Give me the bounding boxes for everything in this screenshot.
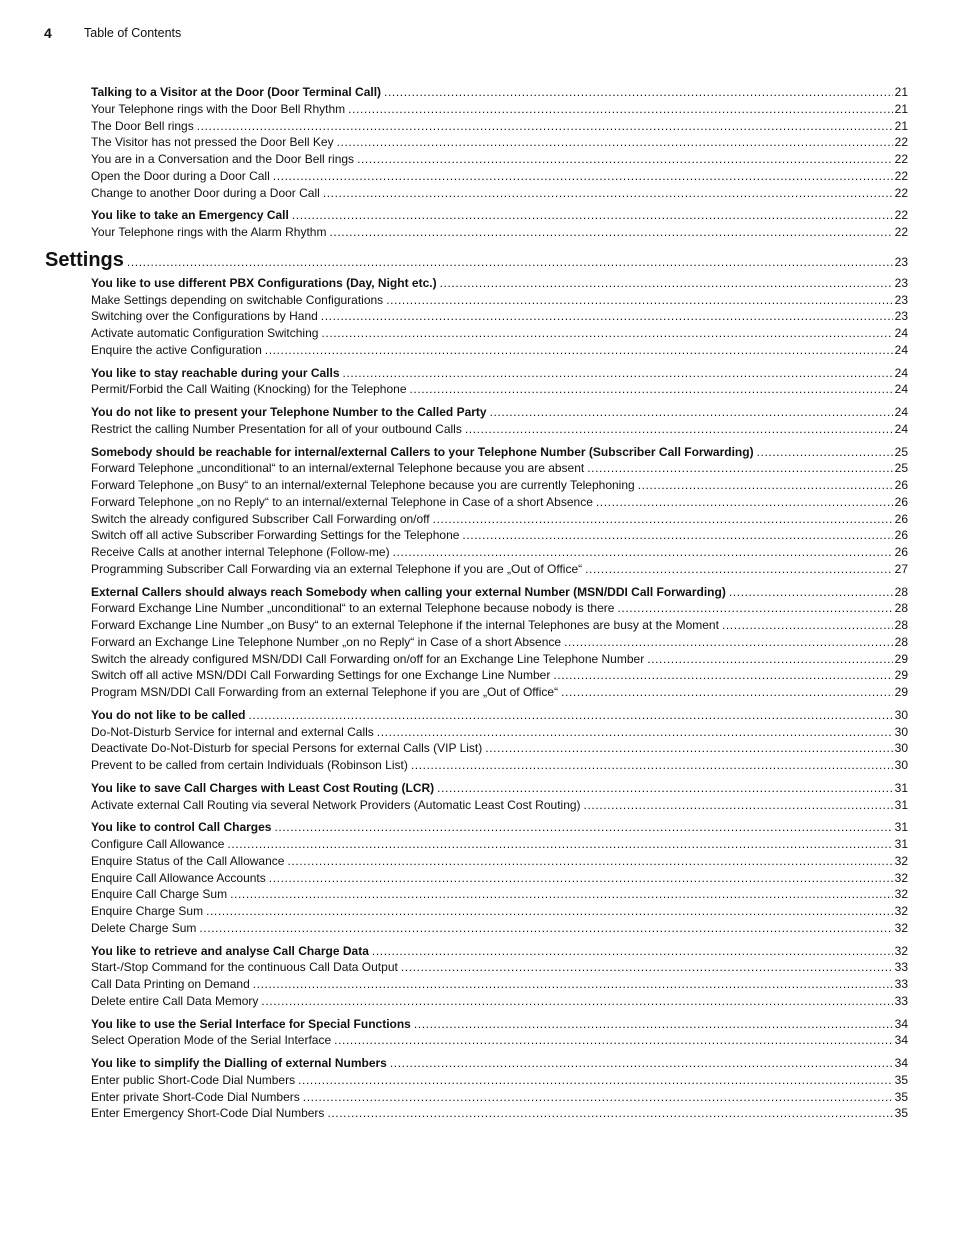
toc-heading[interactable] (91, 207, 908, 224)
toc-entry-title: Enter public Short-Code Dial Numbers (91, 1072, 296, 1087)
dot-leader (321, 308, 893, 325)
toc-entry-page: 34 (894, 1056, 908, 1070)
dot-leader (490, 404, 893, 421)
dot-leader (596, 494, 893, 511)
dot-leader (337, 134, 893, 151)
dot-leader (465, 421, 893, 438)
toc-entry[interactable] (91, 544, 908, 561)
toc-entry-title: Configure Call Allowance (91, 837, 225, 851)
toc-entry-title: Deactivate Do-Not-Disturb for special Persons for external Calls (VIP List) (91, 741, 483, 756)
toc-entry[interactable] (91, 561, 908, 578)
toc-entry-title: Settings (45, 248, 124, 271)
toc-entry-title: Your Telephone rings with the Alarm Rhythm (91, 225, 327, 239)
dot-leader (206, 903, 893, 920)
toc-entry-page: 22 (894, 225, 908, 239)
dot-leader (386, 292, 892, 309)
toc-entry[interactable] (91, 870, 908, 887)
dot-leader (323, 185, 893, 202)
toc-entry[interactable] (91, 651, 908, 668)
toc-entry-page: 24 (894, 382, 908, 397)
toc-entry-title: Program MSN/DDI Call Forwarding from an external Telephone if you are „Out of Office“ (91, 685, 559, 699)
toc-entry-title: Switch off all active Subscriber Forwarding Settings for the Telephone (91, 528, 460, 543)
toc-heading[interactable] (91, 943, 908, 960)
dot-leader (638, 477, 893, 494)
toc-entry[interactable] (91, 836, 908, 853)
toc-entry-page: 30 (894, 724, 908, 739)
toc-entry[interactable] (91, 185, 908, 202)
dot-leader (321, 325, 892, 342)
dot-leader (269, 870, 893, 887)
toc-entry-title: Delete Charge Sum (91, 920, 197, 935)
toc-entry-page: 27 (894, 561, 908, 576)
toc-entry-title: Do-Not-Disturb Service for internal and external Calls (91, 724, 374, 739)
toc-entry-title: Enter private Short-Code Dial Numbers (91, 1089, 300, 1104)
toc-heading[interactable] (91, 584, 908, 601)
toc-entry-page: 22 (894, 168, 908, 183)
dot-leader (729, 584, 893, 601)
toc-entry[interactable] (91, 667, 908, 684)
toc-entry[interactable] (91, 342, 908, 359)
toc-entry-page: 28 (894, 584, 908, 599)
toc-entry-page: 31 (894, 837, 908, 851)
toc-entry[interactable] (91, 797, 908, 814)
toc-entry-title: Make Settings depending on switchable Configurations (91, 292, 384, 307)
toc-entry-title: You do not like to present your Telephone Number to the Called Party (91, 405, 487, 419)
dot-leader (390, 1055, 893, 1072)
toc-entry[interactable] (91, 325, 908, 342)
toc-entry[interactable] (91, 1072, 908, 1089)
toc-entry[interactable] (91, 1032, 908, 1049)
toc-entry-page: 28 (894, 601, 908, 616)
toc-heading[interactable] (91, 1055, 908, 1072)
toc-entry-page: 24 (894, 421, 908, 436)
dot-leader (414, 1016, 893, 1033)
toc-heading[interactable] (91, 819, 908, 836)
toc-entry-page: 32 (894, 920, 908, 935)
toc-entry-title: You like to take an Emergency Call (91, 208, 289, 223)
toc-entry-page: 28 (894, 618, 908, 632)
toc-entry[interactable] (91, 101, 908, 118)
dot-leader (564, 634, 893, 651)
toc-entry[interactable] (91, 757, 908, 774)
dot-leader (410, 381, 893, 398)
toc-entry-title: Enquire Call Allowance Accounts (91, 870, 266, 885)
toc-entry-page: 23 (894, 275, 908, 290)
toc-entry[interactable] (91, 118, 908, 135)
toc-entry-title: You like to retrieve and analyse Call Charge Data (91, 943, 369, 958)
dot-leader (127, 247, 893, 277)
dot-leader (585, 561, 893, 578)
toc-entry-page: 30 (894, 758, 908, 772)
toc-entry-page: 23 (894, 309, 908, 324)
toc-entry-title: Enquire the active Configuration (91, 342, 262, 357)
toc-entry-page: 26 (894, 545, 908, 559)
toc-entry[interactable] (91, 740, 908, 757)
toc-entry-title: You like to control Call Charges (91, 820, 272, 835)
toc-entry-page: 35 (894, 1106, 908, 1121)
toc-entry-page: 33 (894, 993, 908, 1008)
dot-leader (757, 444, 893, 461)
dot-leader (647, 651, 892, 668)
toc-entry-title: Forward Telephone „on no Reply“ to an internal/external Telephone in Case of a short Absence (91, 494, 593, 509)
dot-leader (230, 886, 893, 903)
dot-leader (298, 1072, 893, 1089)
toc-entry[interactable] (91, 292, 908, 309)
toc-entry-title: The Door Bell rings (91, 118, 194, 133)
toc-entry-page: 26 (894, 511, 908, 526)
toc-entry[interactable] (91, 460, 908, 477)
toc-entry-page: 21 (894, 85, 908, 99)
toc-entry[interactable] (91, 993, 908, 1010)
dot-leader (485, 740, 892, 757)
toc-entry-title: Your Telephone rings with the Door Bell Rhythm (91, 101, 346, 116)
toc-entry-page: 23 (894, 254, 908, 269)
toc-entry-title: You like to stay reachable during your Calls (91, 365, 340, 380)
dot-leader (292, 207, 893, 224)
toc-entry-title: You do not like to be called (91, 707, 246, 722)
toc-entry-page: 26 (894, 478, 908, 492)
dot-leader (199, 920, 892, 937)
table-of-contents (0, 78, 954, 1122)
toc-entry[interactable] (91, 1105, 908, 1122)
toc-entry-title: Delete entire Call Data Memory (91, 993, 259, 1008)
toc-heading[interactable] (91, 780, 908, 797)
toc-entry[interactable] (91, 853, 908, 870)
dot-leader (287, 853, 892, 870)
toc-heading[interactable] (91, 707, 908, 724)
toc-entry-page: 35 (894, 1089, 908, 1104)
toc-entry-page: 22 (894, 152, 908, 166)
page-header (44, 25, 181, 41)
dot-leader (227, 836, 892, 853)
toc-entry-page: 35 (894, 1072, 908, 1087)
toc-entry-page: 29 (894, 668, 908, 683)
toc-entry-page: 22 (894, 208, 908, 223)
dot-leader (553, 667, 892, 684)
toc-entry-title: You are in a Conversation and the Door Bell rings (91, 152, 355, 166)
toc-entry-title: Call Data Printing on Demand (91, 977, 250, 991)
toc-entry-page: 33 (894, 960, 908, 975)
toc-entry-page: 34 (894, 1033, 908, 1048)
toc-entry-title: You like to use different PBX Configurations (Day, Night etc.) (91, 275, 437, 290)
dot-leader (274, 819, 892, 836)
toc-entry[interactable] (91, 224, 908, 241)
dot-leader (248, 707, 892, 724)
toc-entry-title: Talking to a Visitor at the Door (Door Terminal Call) (91, 85, 382, 99)
toc-entry[interactable] (91, 886, 908, 903)
toc-entry[interactable] (91, 903, 908, 920)
dot-leader (401, 959, 893, 976)
dot-leader (348, 101, 892, 118)
toc-entry-title: Open the Door during a Door Call (91, 168, 270, 183)
dot-leader (411, 757, 893, 774)
toc-heading[interactable] (91, 84, 908, 101)
toc-entry-page: 25 (894, 461, 908, 476)
toc-heading[interactable] (91, 404, 908, 421)
dot-leader (329, 224, 892, 241)
dot-leader (384, 84, 893, 101)
toc-entry[interactable] (91, 600, 908, 617)
toc-entry-title: Forward Exchange Line Number „unconditional“ to an external Telephone because nobody is there (91, 601, 615, 616)
toc-entry-page: 33 (894, 977, 908, 991)
toc-entry-page: 21 (894, 101, 908, 116)
toc-entry-page: 32 (894, 943, 908, 958)
toc-entry[interactable] (91, 684, 908, 701)
toc-entry-title: Enquire Status of the Call Allowance (91, 853, 285, 868)
dot-leader (253, 976, 893, 993)
toc-entry-title: Programming Subscriber Call Forwarding via an external Telephone if you are „Out of Office“ (91, 561, 583, 576)
dot-leader (343, 365, 893, 382)
toc-entry[interactable] (91, 527, 908, 544)
toc-entry-page: 34 (894, 1016, 908, 1031)
toc-heading[interactable] (91, 275, 908, 292)
toc-entry-page: 26 (894, 494, 908, 509)
dot-leader (462, 527, 892, 544)
toc-entry-page: 21 (894, 118, 908, 133)
dot-leader (265, 342, 893, 359)
toc-entry-title: Activate external Call Routing via several Network Providers (Automatic Least Cost Routing) (91, 797, 581, 812)
dot-leader (433, 511, 893, 528)
toc-entry[interactable] (91, 421, 908, 438)
toc-entry-page: 32 (894, 904, 908, 918)
dot-leader (561, 684, 893, 701)
dot-leader (273, 168, 893, 185)
toc-entry-title: Enquire Call Charge Sum (91, 887, 228, 902)
toc-entry-title: Enquire Charge Sum (91, 904, 204, 918)
toc-entry-title: Start-/Stop Command for the continuous Call Data Output (91, 960, 398, 975)
toc-entry[interactable] (91, 308, 908, 325)
toc-entry[interactable] (91, 151, 908, 168)
toc-entry-page: 30 (894, 707, 908, 722)
toc-entry[interactable] (91, 617, 908, 634)
toc-entry[interactable] (91, 724, 908, 741)
toc-entry-page: 24 (894, 326, 908, 340)
dot-leader (587, 460, 892, 477)
toc-heading[interactable] (91, 365, 908, 382)
toc-entry-title: You like to simplify the Dialling of external Numbers (91, 1056, 387, 1070)
toc-entry[interactable] (91, 976, 908, 993)
toc-entry-page: 25 (894, 444, 908, 459)
toc-entry-title: Switch the already configured Subscriber Call Forwarding on/off (91, 511, 430, 526)
toc-entry-title: The Visitor has not pressed the Door Bell Key (91, 135, 334, 150)
toc-heading[interactable] (91, 1016, 908, 1033)
dot-leader (722, 617, 893, 634)
header-title: Table of Contents (84, 26, 182, 40)
dot-leader (440, 275, 893, 292)
dot-leader (197, 118, 893, 135)
toc-entry-title: Receive Calls at another internal Telephone (Follow-me) (91, 545, 390, 559)
toc-entry-page: 28 (894, 634, 908, 649)
toc-entry-page: 29 (894, 685, 908, 699)
toc-entry-title: Activate automatic Configuration Switching (91, 326, 319, 340)
toc-entry-page: 32 (894, 870, 908, 885)
toc-entry[interactable] (91, 920, 908, 937)
toc-entry-page: 31 (894, 820, 908, 835)
toc-section[interactable] (45, 245, 908, 275)
dot-leader (437, 780, 892, 797)
toc-entry-page: 23 (894, 292, 908, 307)
toc-entry-page: 30 (894, 741, 908, 756)
toc-entry[interactable] (91, 494, 908, 511)
toc-entry[interactable] (91, 959, 908, 976)
dot-leader (377, 724, 893, 741)
dot-leader (334, 1032, 893, 1049)
toc-entry-page: 32 (894, 853, 908, 868)
toc-entry-page: 31 (894, 780, 908, 795)
toc-entry-title: Somebody should be reachable for internal/external Callers to your Telephone Number (Subscriber Call Forwarding) (91, 444, 754, 459)
dot-leader (261, 993, 892, 1010)
toc-entry-title: Enter Emergency Short-Code Dial Numbers (91, 1106, 325, 1121)
toc-entry-title: Forward Exchange Line Number „on Busy“ to an external Telephone if the internal Telephones are busy at the Moment (91, 618, 719, 632)
toc-entry[interactable] (91, 1089, 908, 1106)
toc-entry-title: Switching over the Configurations by Hand (91, 309, 318, 324)
dot-leader (393, 544, 893, 561)
toc-entry-title: Prevent to be called from certain Individuals (Robinson List) (91, 758, 408, 772)
toc-entry[interactable] (91, 634, 908, 651)
dot-leader (327, 1105, 892, 1122)
toc-entry-title: Switch the already configured MSN/DDI Call Forwarding on/off for an Exchange Line Telephone Number (91, 651, 645, 666)
toc-entry-page: 32 (894, 887, 908, 902)
toc-entry-title: Switch off all active MSN/DDI Call Forwarding Settings for one Exchange Line Number (91, 668, 551, 683)
toc-entry-title: Restrict the calling Number Presentation for all of your outbound Calls (91, 421, 462, 436)
toc-entry-title: Forward Telephone „unconditional“ to an internal/external Telephone because you are absent (91, 461, 585, 476)
dot-leader (617, 600, 892, 617)
toc-heading[interactable] (91, 444, 908, 461)
toc-entry-title: Select Operation Mode of the Serial Interface (91, 1033, 332, 1048)
toc-entry-title: Forward an Exchange Line Telephone Number „on no Reply“ in Case of a short Absence (91, 634, 562, 649)
toc-entry[interactable] (91, 477, 908, 494)
toc-entry-page: 29 (894, 651, 908, 666)
toc-entry-page: 24 (894, 342, 908, 357)
toc-entry-page: 31 (894, 797, 908, 812)
dot-leader (357, 151, 893, 168)
toc-entry-title: You like to use the Serial Interface for Special Functions (91, 1016, 411, 1031)
toc-entry-page: 24 (894, 365, 908, 380)
toc-entry-page: 22 (894, 185, 908, 200)
toc-entry-title: External Callers should always reach Somebody when calling your external Number (MSN/DDI Call Forwarding) (91, 584, 726, 599)
toc-entry-page: 26 (894, 528, 908, 543)
page-number: 4 (44, 25, 52, 41)
toc-entry-page: 22 (894, 135, 908, 150)
toc-entry[interactable] (91, 168, 908, 185)
toc-entry[interactable] (91, 134, 908, 151)
dot-leader (584, 797, 893, 814)
toc-entry[interactable] (91, 511, 908, 528)
toc-entry-title: You like to save Call Charges with Least Cost Routing (LCR) (91, 780, 435, 795)
toc-entry-title: Permit/Forbid the Call Waiting (Knocking) for the Telephone (91, 382, 407, 397)
toc-entry-title: Forward Telephone „on Busy“ to an internal/external Telephone because you are currently Telephoning (91, 478, 635, 492)
toc-entry[interactable] (91, 381, 908, 398)
toc-entry-title: Change to another Door during a Door Call (91, 185, 320, 200)
dot-leader (372, 943, 893, 960)
dot-leader (303, 1089, 893, 1106)
toc-entry-page: 24 (894, 405, 908, 419)
